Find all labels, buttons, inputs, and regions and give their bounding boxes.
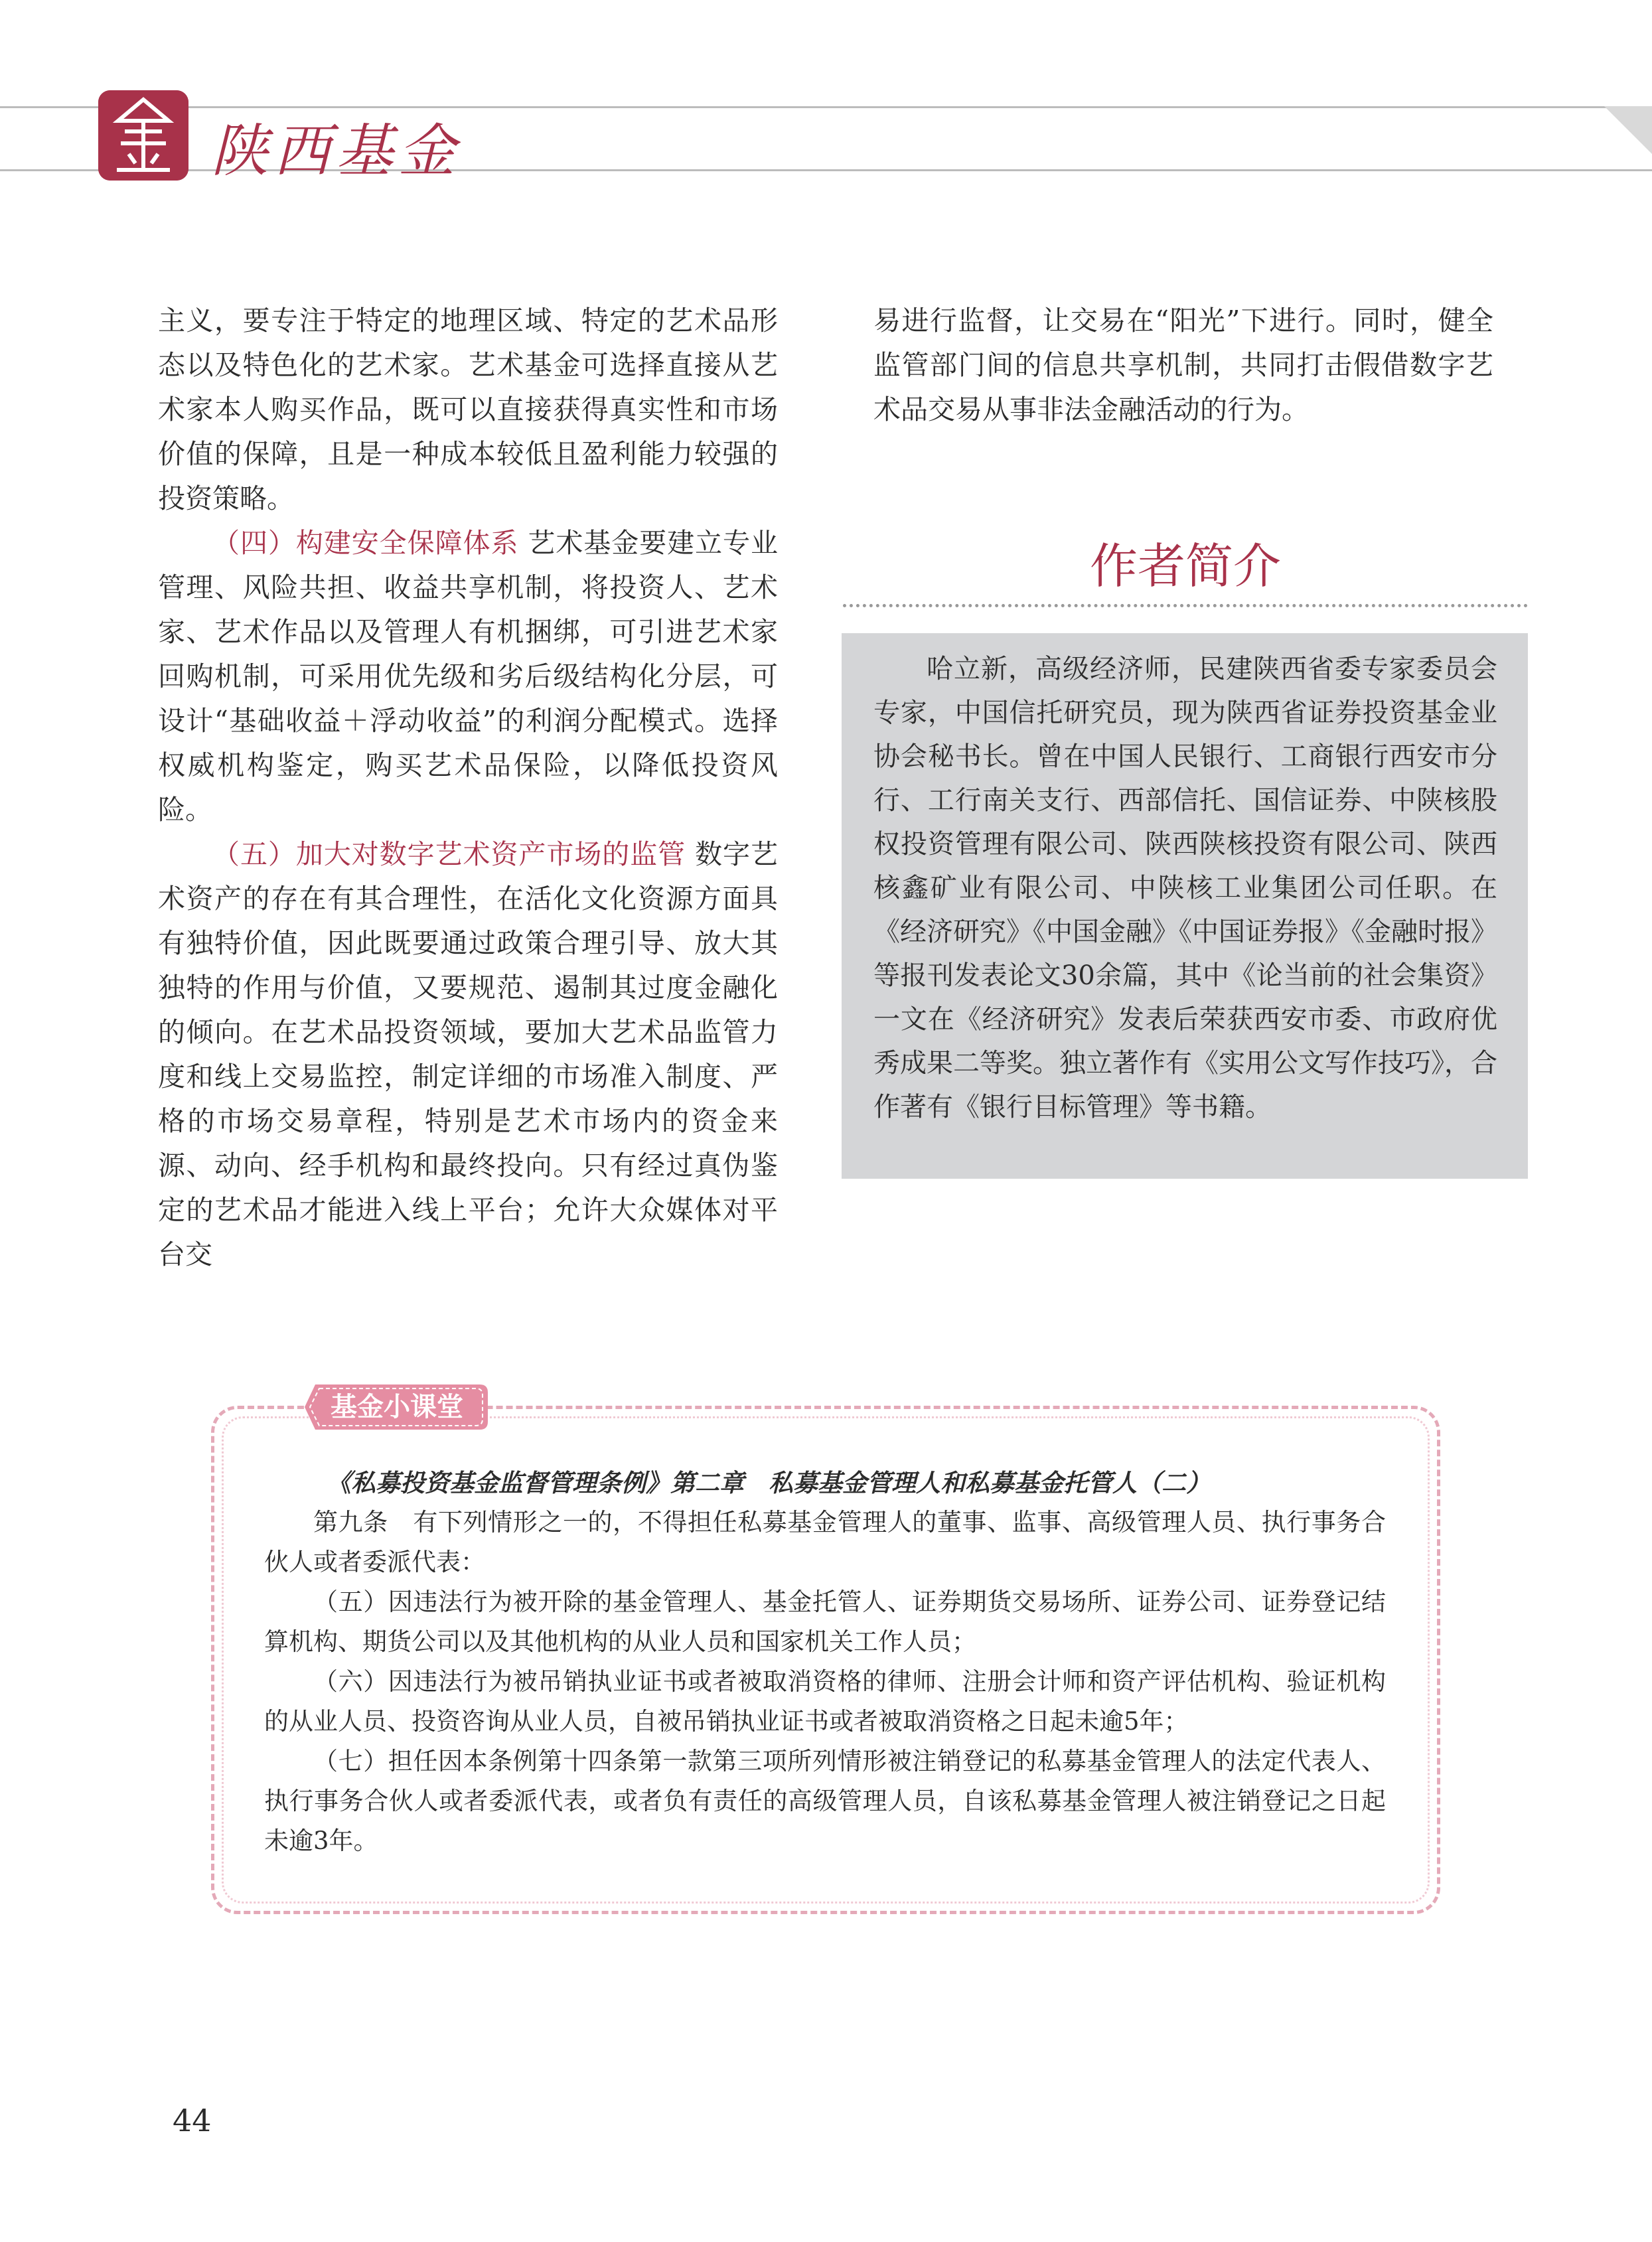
left-paragraph-2-body: 艺术基金要建立专业管理、风险共担、收益共享机制，将投资人、艺术家、艺术作品以及管理人有机捆绑，可引进艺术家回购机制，可采用优先级和劣后级结构化分层，可设计“基础收益＋浮动收益”的利润分配模式。选择权威机构鉴定，购买艺术品保险，以降低投资风险。 [158,527,778,826]
left-column [158,299,778,1277]
section-heading-5: （五）加大对数字艺术资产市场的监管 [212,838,686,870]
right-column [873,299,1493,432]
left-paragraph-2 [158,521,778,832]
author-section-title: 作者简介 [1089,538,1281,594]
header-corner-shade [1604,106,1652,154]
fund-class-paragraph: 第九条 有下列情形之一的，不得担任私募基金管理人的董事、监事、高级管理人员、执行事务合伙人或者委派代表： [264,1508,1386,1576]
magazine-logo [98,90,188,181]
left-paragraph-3 [158,832,778,1277]
fund-class-paragraph: （七）担任因本条例第十四条第一款第三项所列情形被注销登记的私募基金管理人的法定代表人、执行事务合伙人或者委派代表，或者负有责任的高级管理人员，自该私募基金管理人被注销登记之日起未逾3年。 [264,1747,1386,1855]
right-paragraph-1: 易进行监督，让交易在“阳光”下进行。同时，健全监管部门间的信息共享机制，共同打击假借数字艺术品交易从事非法金融活动的行为。 [873,305,1493,425]
left-paragraph-1: 主义，要专注于特定的地理区域、特定的艺术品形态以及特色化的艺术家。艺术基金可选择直接从艺术家本人购买作品，既可以直接获得真实性和市场价值的保障，且是一种成本较低且盈利能力较强的投资策略。 [158,305,778,514]
fund-class-paragraph: （五）因违法行为被开除的基金管理人、基金托管人、证券期货交易场所、证券公司、证券登记结算机构、期货公司以及其他机构的从业人员和国家机关工作人员； [264,1588,1386,1656]
section-heading-4: （四）构建安全保障体系 [212,527,519,559]
fund-class-content [264,1463,1386,1861]
fund-class-title: 《私募投资基金监督管理条例》第二章 私募基金管理人和私募基金托管人（二） [327,1468,1211,1497]
fund-class-label-badge [302,1381,492,1434]
magazine-title: 陕西基金 [211,118,461,185]
author-bio: 哈立新，高级经济师，民建陕西省委专家委员会专家，中国信托研究员，现为陕西省证券投资基金业协会秘书长。曾在中国人民银行、工商银行西安市分行、工行南关支行、西部信托、国信证券、中陕核股权投资管理有限公司、陕西陕核投资有限公司、陕西核鑫矿业有限公司、中陕核工业集团公司任职。在《经济研究》《中国金融》《中国证券报》《金融时报》等报刊发表论文30余篇，其中《论当前的社会集资》一文在《经济研究》发表后荣获西安市委、市政府优秀成果二等奖。独立著作有《实用公文写作技巧》，合作著有《银行目标管理》等书籍。 [873,654,1497,1122]
fund-class-paragraph: （六）因违法行为被吊销执业证书或者被取消资格的律师、注册会计师和资产评估机构、验证机构的从业人员、投资咨询从业人员，自被吊销执业证书或者被取消资格之日起未逾5年； [264,1667,1386,1736]
author-title-divider [843,604,1528,607]
logo-seal-icon [98,90,188,181]
page-number: 44 [173,2103,212,2138]
fund-class-label: 基金小课堂 [331,1392,463,1422]
left-paragraph-3-body: 数字艺术资产的存在有其合理性，在活化文化资源方面具有独特价值，因此既要通过政策合理引导、放大其独特的作用与价值，又要规范、遏制其过度金融化的倾向。在艺术品投资领域，要加大艺术品监管力度和线上交易监控，制定详细的市场准入制度、严格的市场交易章程，特别是艺术市场内的资金来源、动向、经手机构和最终投向。只有经过真伪鉴定的艺术品才能进入线上平台；允许大众媒体对平台交 [158,838,778,1270]
